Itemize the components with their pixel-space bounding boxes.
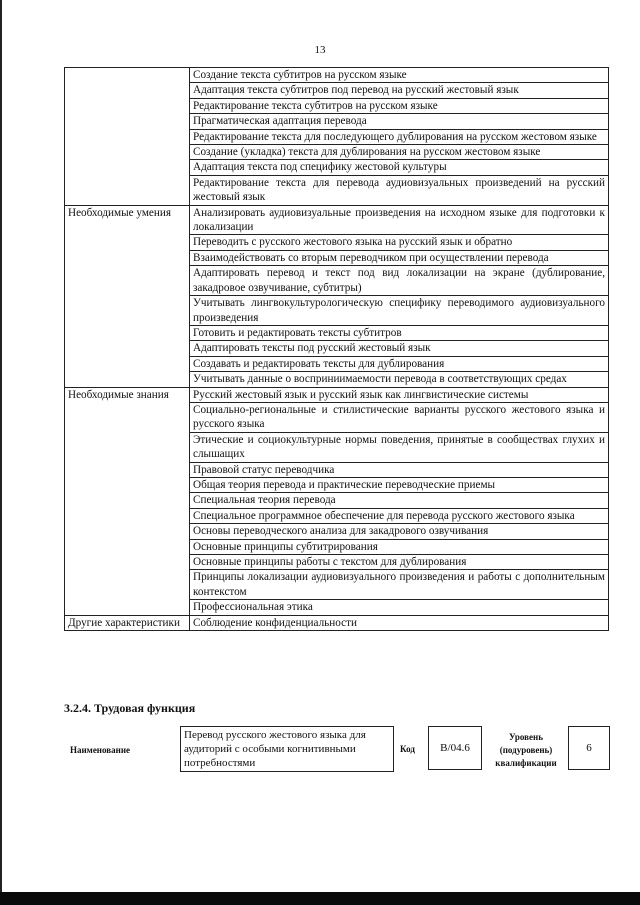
table-cell: Учитывать лингвокультурологическую специфику переводимого аудиовизуального произведения (190, 296, 609, 326)
section-heading: 3.2.4. Трудовая функция (64, 701, 196, 715)
table-cell: Общая теория перевода и практические переводческие приемы (190, 477, 609, 492)
table-cell: Адаптировать перевод и текст под вид локализации на экране (дублирование, закадровое озвучивание, субтитры) (190, 266, 609, 296)
table-cell: Русский жестовый язык и русский язык как лингвистические системы (190, 387, 609, 402)
table-cell: Принципы локализации аудиовизуального произведения и работы с дополнительным контекстом (190, 570, 609, 600)
table-cell: Редактирование текста для последующего дублирования на русском жестовом языке (190, 129, 609, 144)
table-cell: Взаимодействовать со вторым переводчиком при осуществлении перевода (190, 250, 609, 265)
table-cell: Создание (укладка) текста для дублирования на русском жестовом языке (190, 145, 609, 160)
scan-left-edge (0, 0, 2, 905)
table-cell: Редактирование текста субтитров на русском языке (190, 98, 609, 113)
qualification-level-label (490, 731, 562, 770)
table-cell: Адаптировать тексты под русский жестовый язык (190, 341, 609, 356)
table-row (65, 615, 609, 630)
row-label: Необходимые умения (65, 205, 190, 387)
table-cell: Анализировать аудиовизуальные произведения на исходном языке для подготовки к локализации (190, 205, 609, 235)
table-cell: Учитывать данные о восприниимаемости перевода в соответствующих средах (190, 372, 609, 387)
level-label-line-2: (подуровень) (499, 745, 553, 755)
table-cell: Переводить с русского жестового языка на русский язык и обратно (190, 235, 609, 250)
table-cell: Социально-региональные и стилистические варианты русского жестового языка и русского языка (190, 402, 609, 432)
row-label: Другие характеристики (65, 615, 190, 630)
table-cell: Прагматическая адаптация перевода (190, 114, 609, 129)
table-cell: Этические и социокультурные нормы поведения, принятые в сообществах глухих и слышащих (190, 432, 609, 462)
qualification-level-value: 6 (568, 726, 610, 770)
scan-bottom-bar (0, 892, 640, 905)
function-name-label: Наименование (70, 745, 130, 755)
table-cell: Профессиональная этика (190, 600, 609, 615)
table-cell: Готовить и редактировать тексты субтитров (190, 325, 609, 340)
table-row (65, 387, 609, 402)
level-label-line-3: квалификации (495, 758, 557, 768)
table-row (65, 68, 609, 83)
table-cell: Адаптация текста под специфику жестовой культуры (190, 160, 609, 175)
row-label (65, 68, 190, 206)
row-label: Необходимые знания (65, 387, 190, 615)
table-cell: Основные принципы субтитрирования (190, 539, 609, 554)
table-cell: Основы переводческого анализа для закадрового озвучивания (190, 524, 609, 539)
level-label-line-1: Уровень (509, 732, 543, 742)
table-cell: Адаптация текста субтитров под перевод на русский жестовый язык (190, 83, 609, 98)
page-number: 13 (314, 44, 326, 56)
table-cell: Правовой статус переводчика (190, 462, 609, 477)
table-cell: Соблюдение конфиденциальности (190, 615, 609, 630)
table-cell: Создавать и редактировать тексты для дублирования (190, 356, 609, 371)
table-cell: Создание текста субтитров на русском языке (190, 68, 609, 83)
table-cell: Специальная теория перевода (190, 493, 609, 508)
table-row (65, 205, 609, 235)
table-cell: Основные принципы работы с текстом для дублирования (190, 555, 609, 570)
function-name-value: Перевод русского жестового языка для аудиторий с особыми когнитивными потребностями (180, 726, 394, 772)
code-label: Код (400, 744, 415, 754)
requirements-table (64, 67, 609, 631)
table-cell: Редактирование текста для перевода аудиовизуальных произведений на русский жестовый язык (190, 175, 609, 205)
code-value: B/04.6 (428, 726, 482, 770)
table-cell: Специальное программное обеспечение для перевода русского жестового языка (190, 508, 609, 523)
